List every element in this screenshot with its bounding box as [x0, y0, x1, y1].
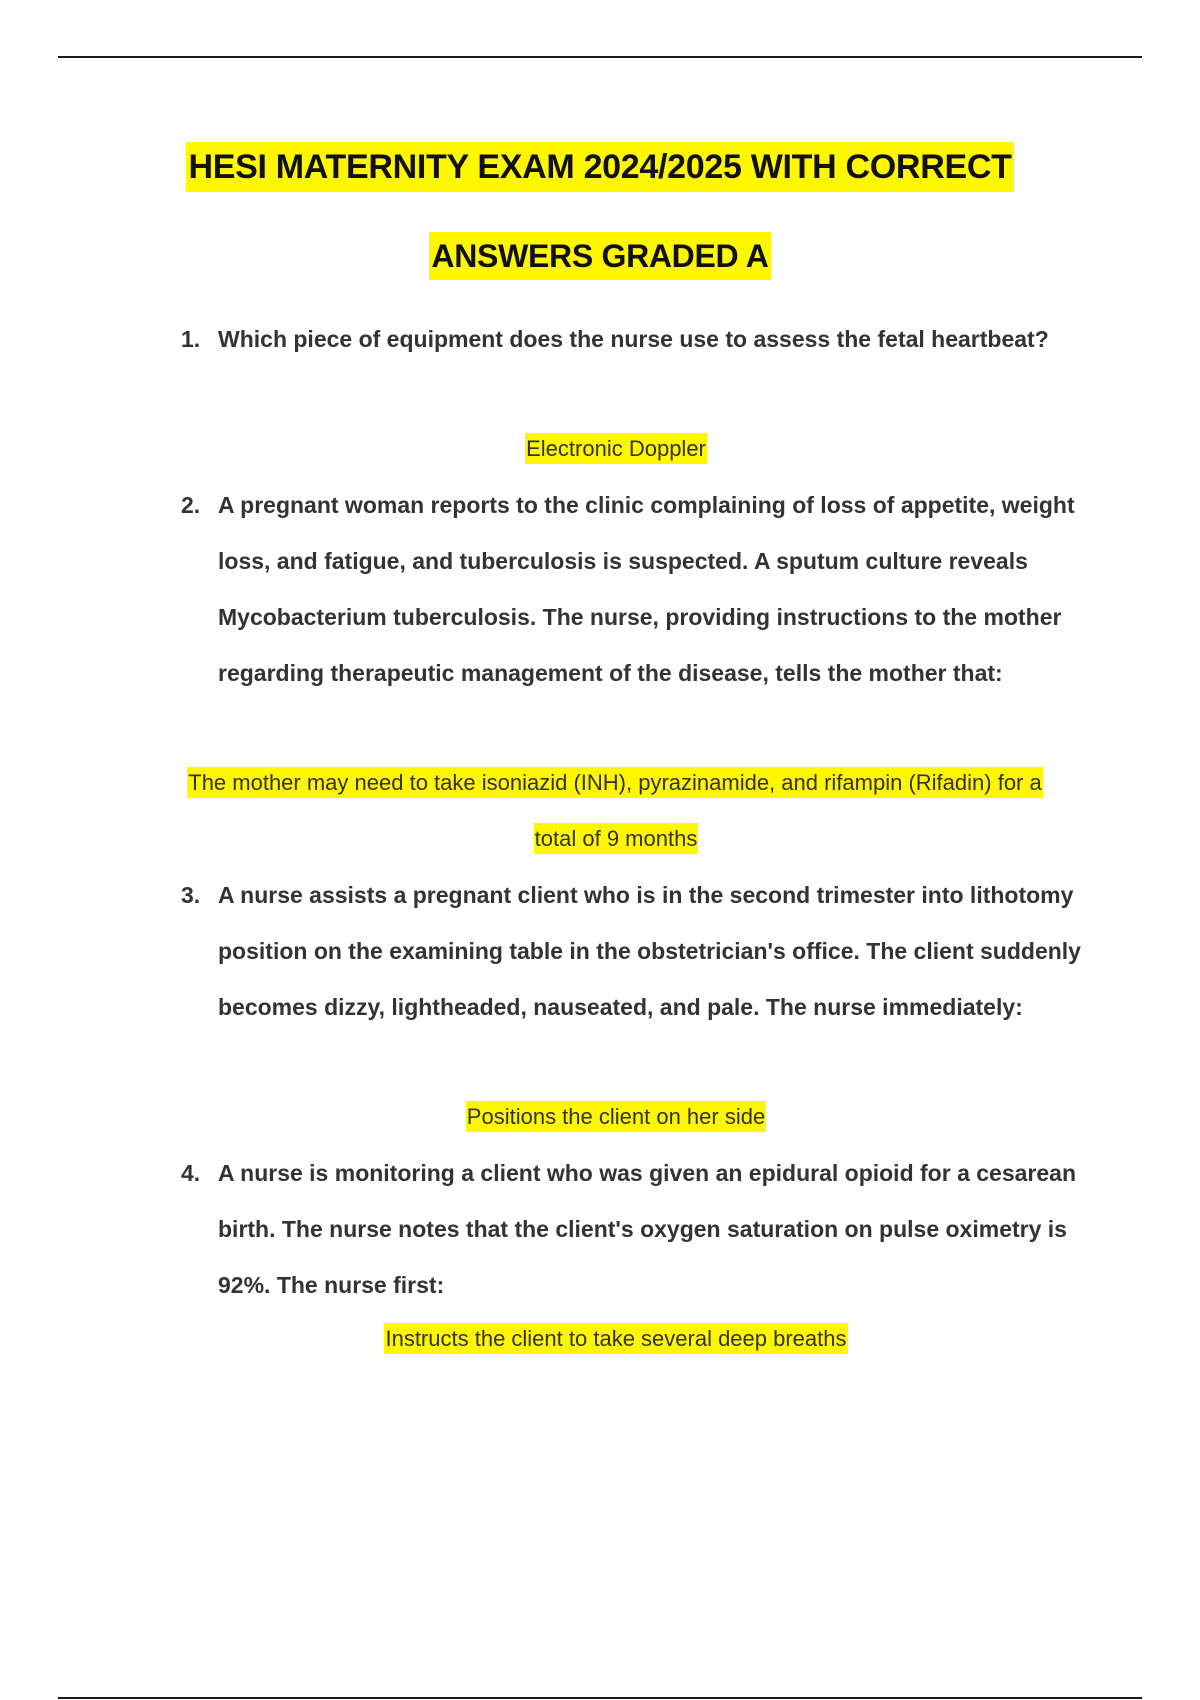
- title-line-1: [0, 150, 1200, 184]
- answer-2-line-1: [140, 755, 1090, 811]
- question-2: [181, 477, 1098, 701]
- question-number: 1.: [181, 326, 201, 352]
- question-number: 2.: [181, 492, 201, 518]
- answer-1: [0, 421, 1200, 477]
- question-text: Which piece of equipment does the nurse use to assess the fetal heartbeat?: [218, 326, 1049, 352]
- question-number: 4.: [181, 1160, 201, 1186]
- question-number: 3.: [181, 882, 201, 908]
- answer-text: Instructs the client to take several deep breaths: [384, 1323, 847, 1354]
- answer-3: [0, 1089, 1200, 1145]
- question-text: A pregnant woman reports to the clinic complaining of loss of appetite, weight loss, and fatigue, and tuberculosis is suspected. A sputum culture reveals Mycobacterium tuberculosis. The nurse, providing instructions to the mother regarding therapeutic management of the disease, tells the mother that:: [218, 492, 1075, 686]
- bottom-rule: [58, 1697, 1142, 1699]
- question-3: [181, 867, 1098, 1035]
- title-line-2: [0, 240, 1200, 272]
- title-highlight-1: HESI MATERNITY EXAM 2024/2025 WITH CORRECT: [186, 142, 1013, 192]
- answer-text: Positions the client on her side: [466, 1101, 766, 1132]
- answer-2-line-2: [0, 811, 1200, 867]
- question-text: A nurse assists a pregnant client who is in the second trimester into lithotomy position on the examining table in the obstetrician's office. The client suddenly becomes dizzy, lightheaded, nauseated, and pale. The nurse immediately:: [218, 882, 1081, 1020]
- question-1: [181, 311, 1098, 367]
- top-rule: [58, 56, 1142, 58]
- question-4: [181, 1145, 1098, 1313]
- answer-text: The mother may need to take isoniazid (INH), pyrazinamide, and rifampin (Rifadin) for a: [187, 767, 1042, 798]
- question-text: A nurse is monitoring a client who was given an epidural opioid for a cesarean birth. The nurse notes that the client's oxygen saturation on pulse oximetry is 92%. The nurse first:: [218, 1160, 1076, 1298]
- answer-4: [0, 1311, 1200, 1367]
- answer-text: Electronic Doppler: [525, 433, 707, 464]
- answer-text: total of 9 months: [534, 823, 699, 854]
- title-highlight-2: ANSWERS GRADED A: [429, 232, 770, 280]
